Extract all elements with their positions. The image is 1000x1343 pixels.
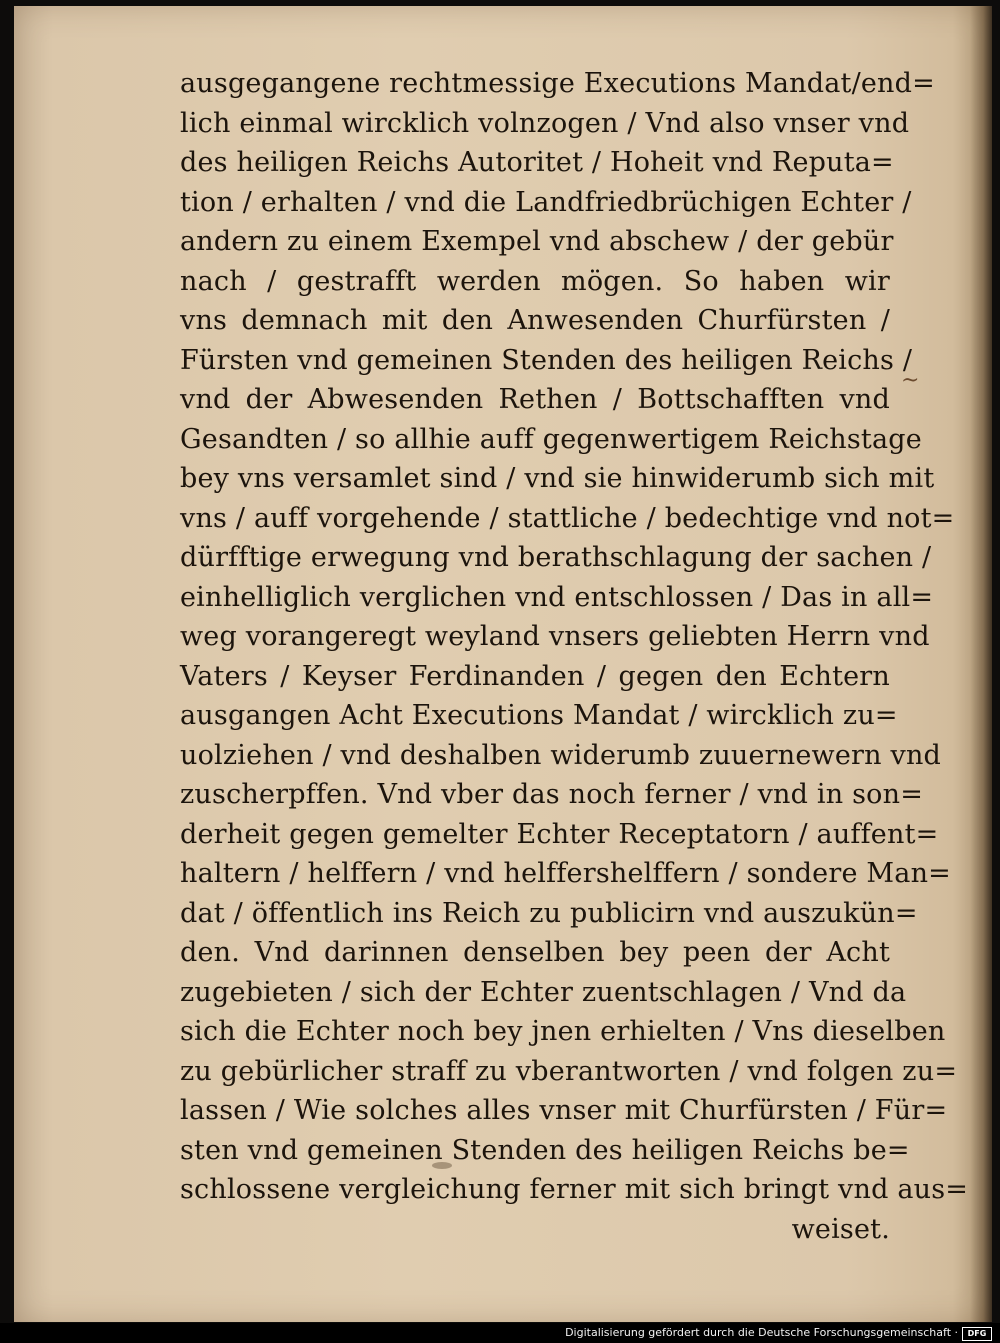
text-line: ausgegangene rechtmessige Executions Mandat/end= [180,68,935,99]
text-line: vns / auff vorgehende / stattliche / bedechtige vnd not= [180,502,955,534]
margin-mark: ~ [901,368,920,393]
text-line: Vaters / Keyser Ferdinanden / gegen den Echtern [180,660,890,692]
text-line: weiset. [791,1213,890,1245]
footer-credit: Digitalisierung gefördert durch die Deutsche Forschungsgemeinschaft · [565,1326,958,1339]
text-line: einhelliglich verglichen vnd entschlossen / Das in all= [180,581,934,613]
text-line: Gesandten / so allhie auff gegenwertigem Reichstage [180,423,922,455]
text-line: ausgangen Acht Executions Mandat / wircklich zu= [180,700,898,731]
digitization-footer [0,1323,1000,1343]
text-line: tion / erhalten / vnd die Landfriedbrüchigen Echter / [180,186,912,218]
text-line: bey vns versamlet sind / vnd sie hinwiderumb sich mit [180,463,935,494]
text-line: lassen / Wie solches alles vnser mit Churfürsten / Für= [180,1095,948,1126]
text-line: dat / öffentlich ins Reich zu publicirn vnd auszukün= [180,897,918,929]
dfg-logo: DFG [962,1327,992,1341]
text-line: zu gebürlicher straff zu vberantworten / vnd folgen zu= [180,1055,958,1087]
text-line: derheit gegen gemelter Echter Receptatorn / auffent= [180,818,939,850]
text-line: lich einmal wircklich volnzogen / Vnd also vnser vnd [180,107,910,139]
text-line: nach / gestrafft werden mögen. So haben wir [180,265,890,297]
text-line: Fürsten vnd gemeinen Stenden des heiligen Reichs / [180,344,913,376]
text-line: des heiligen Reichs Autoritet / Hoheit vnd Reputa= [180,147,894,178]
text-line: andern zu einem Exempel vnd abschew / der gebür [180,226,894,257]
text-line: sten vnd gemeinen Stenden des heiligen Reichs be= [180,1134,910,1166]
text-line: uolziehen / vnd deshalben widerumb zuuernewern vnd [180,739,942,771]
text-line: zuscherpffen. Vnd vber das noch ferner / vnd in son= [180,779,924,810]
text-line: dürfftige erwegung vnd berathschlagung der sachen / [180,542,932,573]
text-line: sich die Echter noch bey jnen erhielten / Vns dieselben [180,1016,946,1047]
text-line: schlossene vergleichung ferner mit sich bringt vnd aus= [180,1174,969,1205]
text-line: zugebieten / sich der Echter zuentschlagen / Vnd da [180,976,907,1008]
text-line: den. Vnd darinnen denselben bey peen der Acht [180,937,890,968]
text-line: vnd der Abwesenden Rethen / Bottschafften vnd [180,384,890,415]
text-line: haltern / helffern / vnd helffershelffern / sondere Man= [180,858,951,889]
text-line: vns demnach mit den Anwesenden Churfürsten / [180,305,890,336]
book-page [14,6,992,1322]
page-spine-shadow [970,6,992,1322]
ink-smudge [432,1162,452,1169]
body-text [180,64,969,1249]
text-line: weg vorangeregt weyland vnsers geliebten Herrn vnd [180,621,930,652]
